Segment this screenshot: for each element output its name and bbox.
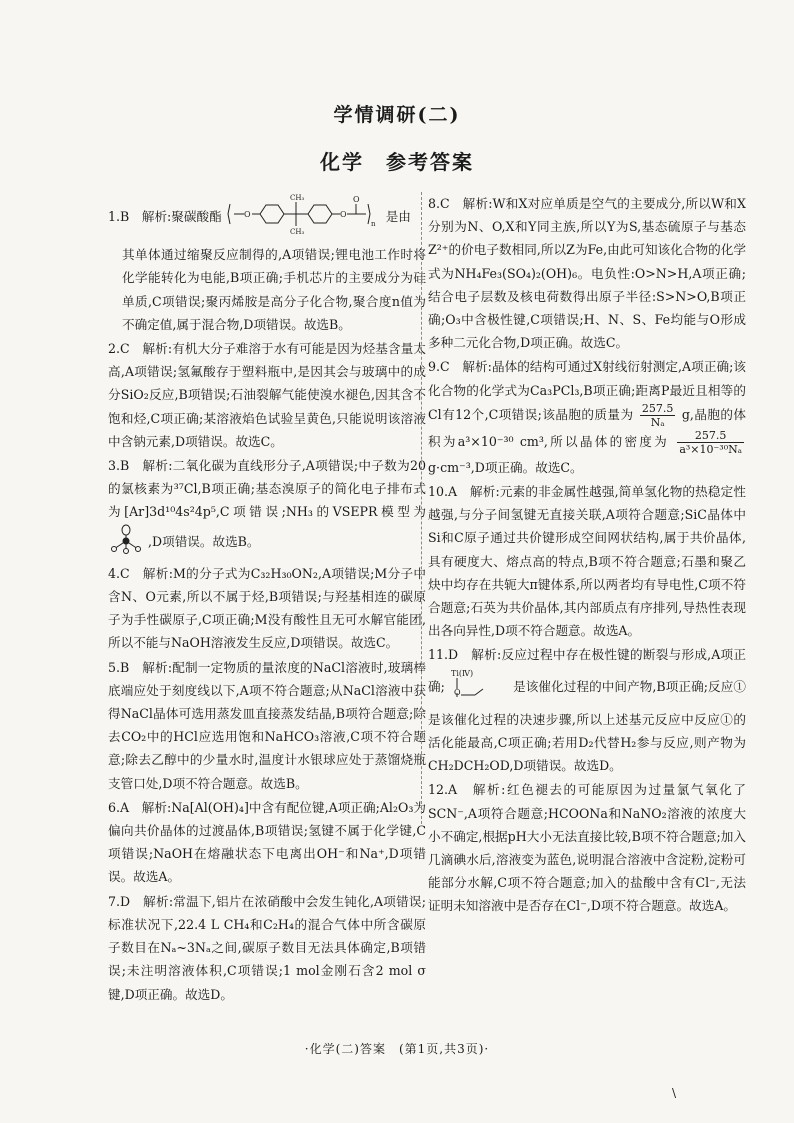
q9-mass-numerator: 257.5	[641, 401, 674, 415]
q10-text: 10.A 解析:元素的非金属性越强,简单氢化物的热稳定性越强,与分子间氢键无直接关联,A项符合题意;SiC晶体中Si和C原子通过共价键形成空间网状结构,属于共价晶体,具有硬度大、熔点高的特点,B项不符合题意;石墨和聚乙炔中均存在共轭大π键体系,所以两者均有导电性,C项不符合题意;石英为共价晶体,其内部质点有序排列,导热性表现出各向异性,D项不符合题意。故选A。	[428, 484, 746, 639]
answer-q9	[428, 355, 746, 479]
intermediate-label: Ti(Ⅳ)	[451, 668, 474, 678]
q9-density-fraction	[677, 429, 744, 456]
q8-text: 8.C 解析:W和X对应单质是空气的主要成分,所以W和X分别为N、O,X和Y同主族,所以Y为S,基态硫原子与基态Z²⁺的价电子数相同,所以Z为Fe,由此可知该化合物的化学式为NH₄Fe₃(SO₄)₂(OH)₆。电负性:O>N>H,A项正确;结合电子层数及核电荷数得出原子半径:S>N>O,B项正确;O₃中含极性键,C项错误;H、N、S、Fe均能与O形成多种二元化合物,D项正确。故选C。	[428, 196, 746, 351]
svg-text:O: O	[454, 687, 461, 697]
q12-text: 12.A 解析:红色褪去的可能原因为过量氯气氧化了SCN⁻,A项符合题意;HCOONa和NaNO₂溶液的浓度大小不确定,根据pH大小无法直接比较,B项不符合题意;加入几滴碘水后,溶液变为蓝色,说明混合溶液中含淀粉,淀粉可能部分水解,C项不符合题意;加入的盐酸中含有Cl⁻,无法证明未知溶液中是否存在Cl⁻,D项不符合题意。故选A。	[428, 782, 746, 914]
svg-text:CH₃: CH₃	[289, 194, 304, 202]
q9-text-b: g,晶胞的体积为a³×10⁻³⁰ cm³,所以晶体的密度为	[428, 406, 746, 449]
q3-text: 3.B 解析:二氧化碳为直线形分子,A项错误;中子数为20的氯核素为³⁷Cl,B项正确;基态溴原子的简化电子排布式为[Ar]3d¹⁰4s²4p⁵,C项错误;NH₃的VSEPR模型为	[108, 458, 426, 520]
q9-mass-denominator: Nₐ	[650, 415, 665, 429]
answer-q4	[108, 562, 426, 655]
answer-q2	[108, 337, 426, 453]
q11-text-a: 11.D 解析:反应过程中存在极性键的断裂与形成,A项正确;	[428, 647, 746, 694]
q3-tail: ,D项错误。故选B。	[148, 533, 260, 549]
answer-q6	[108, 796, 426, 889]
q4-text: 4.C 解析:M的分子式为C₃₂H₃₀ON₂,A项错误;M分子中含N、O元素,所以不属于烃,B项错误;与羟基相连的碳原子为手性碳原子,C项正确;M没有酸性且无可水解官能团,所以不能与NaOH溶液发生反应,D项错误。故选C。	[108, 565, 426, 651]
page-title: 学情调研(二)	[333, 104, 461, 126]
q1-text: 1.B 解析:聚碳酸酯	[108, 209, 222, 225]
q6-text: 6.A 解析:Na[Al(OH)₄]中含有配位键,A项正确;Al₂O₃为偏向共价晶体的过渡晶体,B项错误;氢键不属于化学键,C项错误;NaOH在熔融状态下电离出OH⁻和Na⁺,D项错误。故选A。	[108, 799, 426, 885]
svg-text:n: n	[370, 220, 376, 228]
left-column	[108, 192, 426, 1007]
q7-text: 7.D 解析:常温下,铝片在浓硝酸中会发生钝化,A项错误;标准状况下,22.4 L CH₄和C₂H₄的混合气体中所含碳原子数目在Nₐ~3Nₐ之间,碳原子数目无法具体确定,B项错误;未注明溶液体积,C项错误;1 mol金刚石含2 mol σ键,D项正确。故选D。	[108, 893, 426, 1002]
vsepr-model-icon	[108, 524, 144, 561]
answer-q7	[108, 890, 426, 1006]
svg-text:O: O	[339, 210, 347, 219]
svg-text:CH₃: CH₃	[289, 228, 304, 236]
q2-text: 2.C 解析:有机大分子难溶于水有可能是因为烃基含量太高,A项错误;氢氟酸存于塑料瓶中,是因其会与玻璃中的成分SiO₂反应,B项错误;石油裂解气能使溴水褪色,因其含不饱和烃,C项正确;某溶液焰色试验呈黄色,只能说明该溶液中含钠元素,D项错误。故选C。	[108, 341, 426, 449]
q9-text-c: g·cm⁻³,D项正确。故选C。	[428, 459, 583, 475]
page-footer: ·化学(二)答案 (第1页,共3页)·	[304, 1042, 490, 1056]
answer-q1	[108, 192, 426, 336]
column-divider	[421, 192, 422, 824]
q9-text-a: 9.C 解析:晶体的结构可通过X射线衍射测定,A项正确;该化合物的化学式为Ca₃PCl₃,B项正确;距离P最近且相等的Cl有12个,C项错误;该晶胞的质量为	[428, 359, 746, 422]
answer-q5	[108, 656, 426, 795]
answer-q11	[428, 643, 746, 777]
q9-density-denominator: a³×10⁻³⁰Nₐ	[679, 442, 742, 456]
answer-q10	[428, 480, 746, 642]
ti-intermediate-structure-icon	[449, 667, 509, 708]
page-subtitle: 化学 参考答案	[320, 150, 474, 174]
polycarbonate-structure-icon	[226, 192, 382, 243]
answer-q3	[108, 454, 426, 561]
stray-mark: \	[672, 1086, 677, 1100]
right-column	[428, 192, 746, 919]
q1-formula-tail: 是由	[385, 209, 411, 225]
q9-density-numerator: 257.5	[677, 429, 744, 443]
q5-text: 5.B 解析:配制一定物质的量浓度的NaCl溶液时,玻璃棒底端应处于刻度线以下,A项不符合题意;从NaCl溶液中获得NaCl晶体可选用蒸发皿直接蒸发结晶,B项符合题意;除去CO₂中的HCl应选用饱和NaHCO₃溶液,C项不符合题意;除去乙醇中的少量水时,温度计水银球应处于蒸馏烧瓶支管口处,D项不符合题意。故选B。	[108, 659, 426, 791]
q11-text-b: 是该催化过程的中间产物,B项正确;反应①是该催化过程的决速步骤,所以上述基元反应中反应①的活化能最高,C项正确;若用D₂代替H₂参与反应,则产物为CH₂DCH₂OD,D项错误。故选D。	[428, 678, 746, 774]
answer-q8	[428, 192, 746, 354]
answer-q12	[428, 778, 746, 917]
q9-mass-fraction	[640, 402, 676, 429]
q1-explanation: 其单体通过缩聚反应制得的,A项错误;锂电池工作时将化学能转化为电能,B项正确;手机芯片的主要成分为硅单质,C项错误;聚丙烯胺是高分子化合物,聚合度n值为不确定值,属于混合物,D项错误。故选B。	[122, 247, 426, 332]
svg-text:O: O	[352, 195, 360, 204]
svg-text:O: O	[243, 210, 251, 219]
